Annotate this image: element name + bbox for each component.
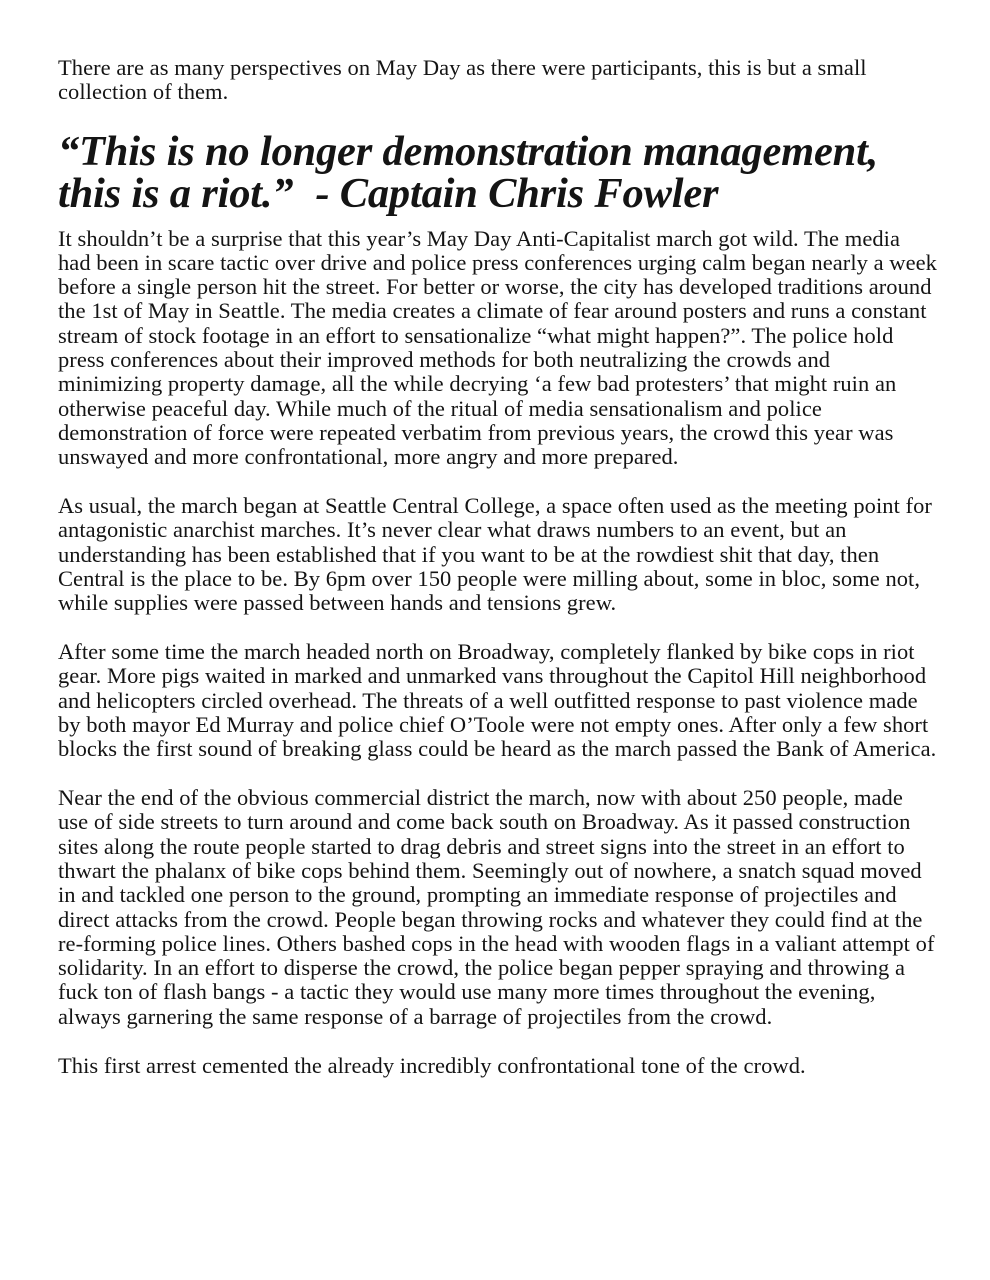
pull-quote [58, 127, 938, 217]
pull-quote-attribution: - Captain Chris Fowler [315, 169, 719, 217]
intro-paragraph: There are as many perspectives on May Day as there were participants, this is but a small collection of them. [58, 55, 867, 105]
body-paragraph: It shouldn’t be a surprise that this year’s May Day Anti-Capitalist march got wild. The media had been in scare tactic over drive and police press conferences urging calm began nearly a week before a single person hit the street. For better or worse, the city has developed traditions around the 1st of May in Seattle. The media creates a climate of fear around posters and runs a constant stream of stock footage in an effort to sensationalize “what might happen?”. The police hold press conferences about their improved methods for both neutralizing the crowds and minimizing property damage, all the while decrying ‘a few bad protesters’ that might ruin an otherwise peaceful day. While much of the ritual of media sensationalism and police demonstration of force were repeated verbatim from previous years, the crowd this year was unswayed and more confrontational, more angry and more prepared. [58, 225, 937, 470]
body-paragraph: Near the end of the obvious commercial district the march, now with about 250 people, made use of side streets to turn around and come back south on Broadway. As it passed construction sites along the route people started to drag debris and street signs into the street in an effort to thwart the phalanx of bike cops behind them. Seemingly out of nowhere, a snatch squad moved in and tackled one person to the ground, prompting an immediate response of projectiles and direct attacks from the crowd. People began throwing rocks and whatever they could find at the re-forming police lines. Others bashed cops in the head with wooden flags in a valiant attempt of solidarity. In an effort to disperse the crowd, the police began pepper spraying and throwing a fuck ton of flash bangs - a tactic they would use many more times throughout the evening, always garnering the same response of a barrage of projectiles from the crowd. [58, 785, 935, 1029]
document-page [58, 56, 938, 1102]
body-paragraph: As usual, the march began at Seattle Central College, a space often used as the meeting point for antagonistic anarchist marches. It’s never clear what draws numbers to an event, but an understanding has been established that if you want to be at the rowdiest shit that day, then Central is the place to be. By 6pm over 150 people were milling about, some in bloc, some not, while supplies were passed between hands and tensions grew. [58, 493, 932, 616]
body-paragraph: This first arrest cemented the already incredibly confrontational tone of the crowd. [58, 1052, 806, 1078]
pull-quote-text: “This is no longer demonstration management, this is a riot.” [58, 127, 879, 217]
body-paragraph: After some time the march headed north on Broadway, completely flanked by bike cops in riot gear. More pigs waited in marked and unmarked vans throughout the Capitol Hill neighborhood and helicopters circled overhead. The threats of a well outfitted response to past violence made by both mayor Ed Murray and police chief O’Toole were not empty ones. After only a few short blocks the first sound of breaking glass could be heard as the march passed the Bank of America. [58, 639, 937, 762]
